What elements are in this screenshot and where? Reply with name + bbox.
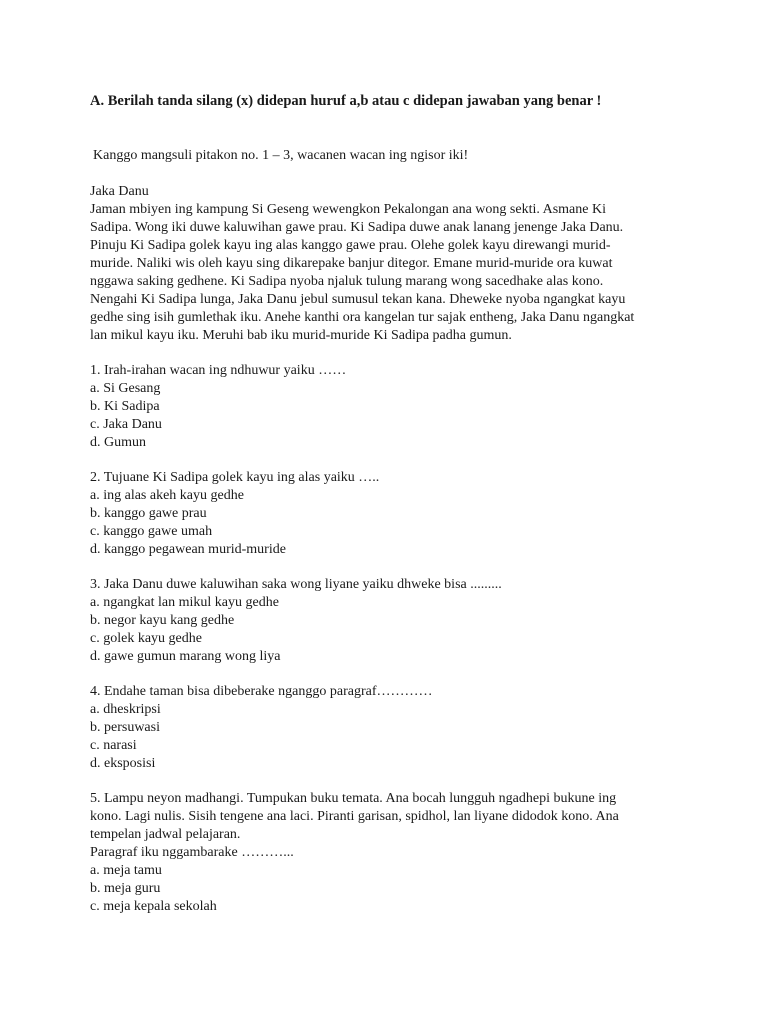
- question-stem: Paragraf iku nggambarake ………...: [90, 845, 294, 860]
- question-4: [90, 683, 690, 773]
- story-line: gedhe sing isih gumlethak iku. Anehe kanthi ora kangelan tur sajak entheng, Jaka Danu ngangkat: [90, 310, 635, 325]
- answer-option-a: a. ing alas akeh kayu gedhe: [90, 488, 244, 503]
- answer-option-b: b. kanggo gawe prau: [90, 506, 207, 521]
- question-stem: tempelan jadwal pelajaran.: [90, 827, 241, 842]
- question-stem: 5. Lampu neyon madhangi. Tumpukan buku temata. Ana bocah lungguh ngadhepi bukune ing: [90, 791, 617, 806]
- reading-instruction: Kanggo mangsuli pitakon no. 1 – 3, wacanen wacan ing ngisor iki!: [93, 148, 469, 163]
- answer-option-c: c. Jaka Danu: [90, 417, 162, 432]
- answer-option-d: d. Gumun: [90, 435, 146, 450]
- answer-option-a: a. dheskripsi: [90, 702, 161, 717]
- question-stem: kono. Lagi nulis. Sisih tengene ana laci. Piranti garisan, spidhol, lan liyane didodok kono. Ana: [90, 809, 619, 824]
- story-title: Jaka Danu: [90, 184, 149, 199]
- section-heading: A. Berilah tanda silang (x) didepan huruf a,b atau c didepan jawaban yang benar !: [90, 93, 602, 109]
- story-line: Pinuju Ki Sadipa golek kayu ing alas kanggo gawe prau. Olehe golek kayu direwangi murid-: [90, 238, 611, 253]
- question-3: [90, 576, 690, 666]
- story-line: Nengahi Ki Sadipa lunga, Jaka Danu jebul sumusul tekan kana. Dheweke nyoba ngangkat kayu: [90, 292, 626, 307]
- question-2: [90, 469, 690, 559]
- answer-option-b: b. meja guru: [90, 881, 161, 896]
- answer-option-c: c. golek kayu gedhe: [90, 631, 202, 646]
- story-passage: [90, 183, 690, 345]
- answer-option-c: c. narasi: [90, 738, 137, 753]
- answer-option-d: d. kanggo pegawean murid-muride: [90, 542, 286, 557]
- story-line: Jaman mbiyen ing kampung Si Geseng wewengkon Pekalongan ana wong sekti. Asmane Ki: [90, 202, 606, 217]
- question-1: [90, 362, 690, 452]
- answer-option-b: b. persuwasi: [90, 720, 160, 735]
- answer-option-a: a. ngangkat lan mikul kayu gedhe: [90, 595, 279, 610]
- answer-option-b: b. Ki Sadipa: [90, 399, 160, 414]
- question-5: [90, 790, 690, 916]
- question-stem: 4. Endahe taman bisa dibeberake nganggo paragraf…………: [90, 684, 433, 699]
- answer-option-c: c. kanggo gawe umah: [90, 524, 213, 539]
- question-stem: 3. Jaka Danu duwe kaluwihan saka wong liyane yaiku dhweke bisa .........: [90, 577, 502, 592]
- answer-option-b: b. negor kayu kang gedhe: [90, 613, 235, 628]
- story-line: muride. Naliki wis oleh kayu sing dikarepake banjur ditegor. Emane murid-muride ora kuwat: [90, 256, 613, 271]
- answer-option-a: a. meja tamu: [90, 863, 162, 878]
- answer-option-d: d. gawe gumun marang wong liya: [90, 649, 281, 664]
- story-line: Sadipa. Wong iki duwe kaluwihan gawe prau. Ki Sadipa duwe anak lanang jenenge Jaka Danu.: [90, 220, 624, 235]
- story-line: nggawa saking gedhene. Ki Sadipa nyoba njaluk tulung marang wong sacedhake alas kono.: [90, 274, 604, 289]
- answer-option-d: d. eksposisi: [90, 756, 156, 771]
- question-stem: 2. Tujuane Ki Sadipa golek kayu ing alas yaiku …..: [90, 470, 380, 485]
- story-line: lan mikul kayu iku. Meruhi bab iku murid-muride Ki Sadipa padha gumun.: [90, 328, 512, 343]
- question-stem: 1. Irah-irahan wacan ing ndhuwur yaiku ……: [90, 363, 347, 378]
- answer-option-a: a. Si Gesang: [90, 381, 161, 396]
- answer-option-c: c. meja kepala sekolah: [90, 899, 217, 914]
